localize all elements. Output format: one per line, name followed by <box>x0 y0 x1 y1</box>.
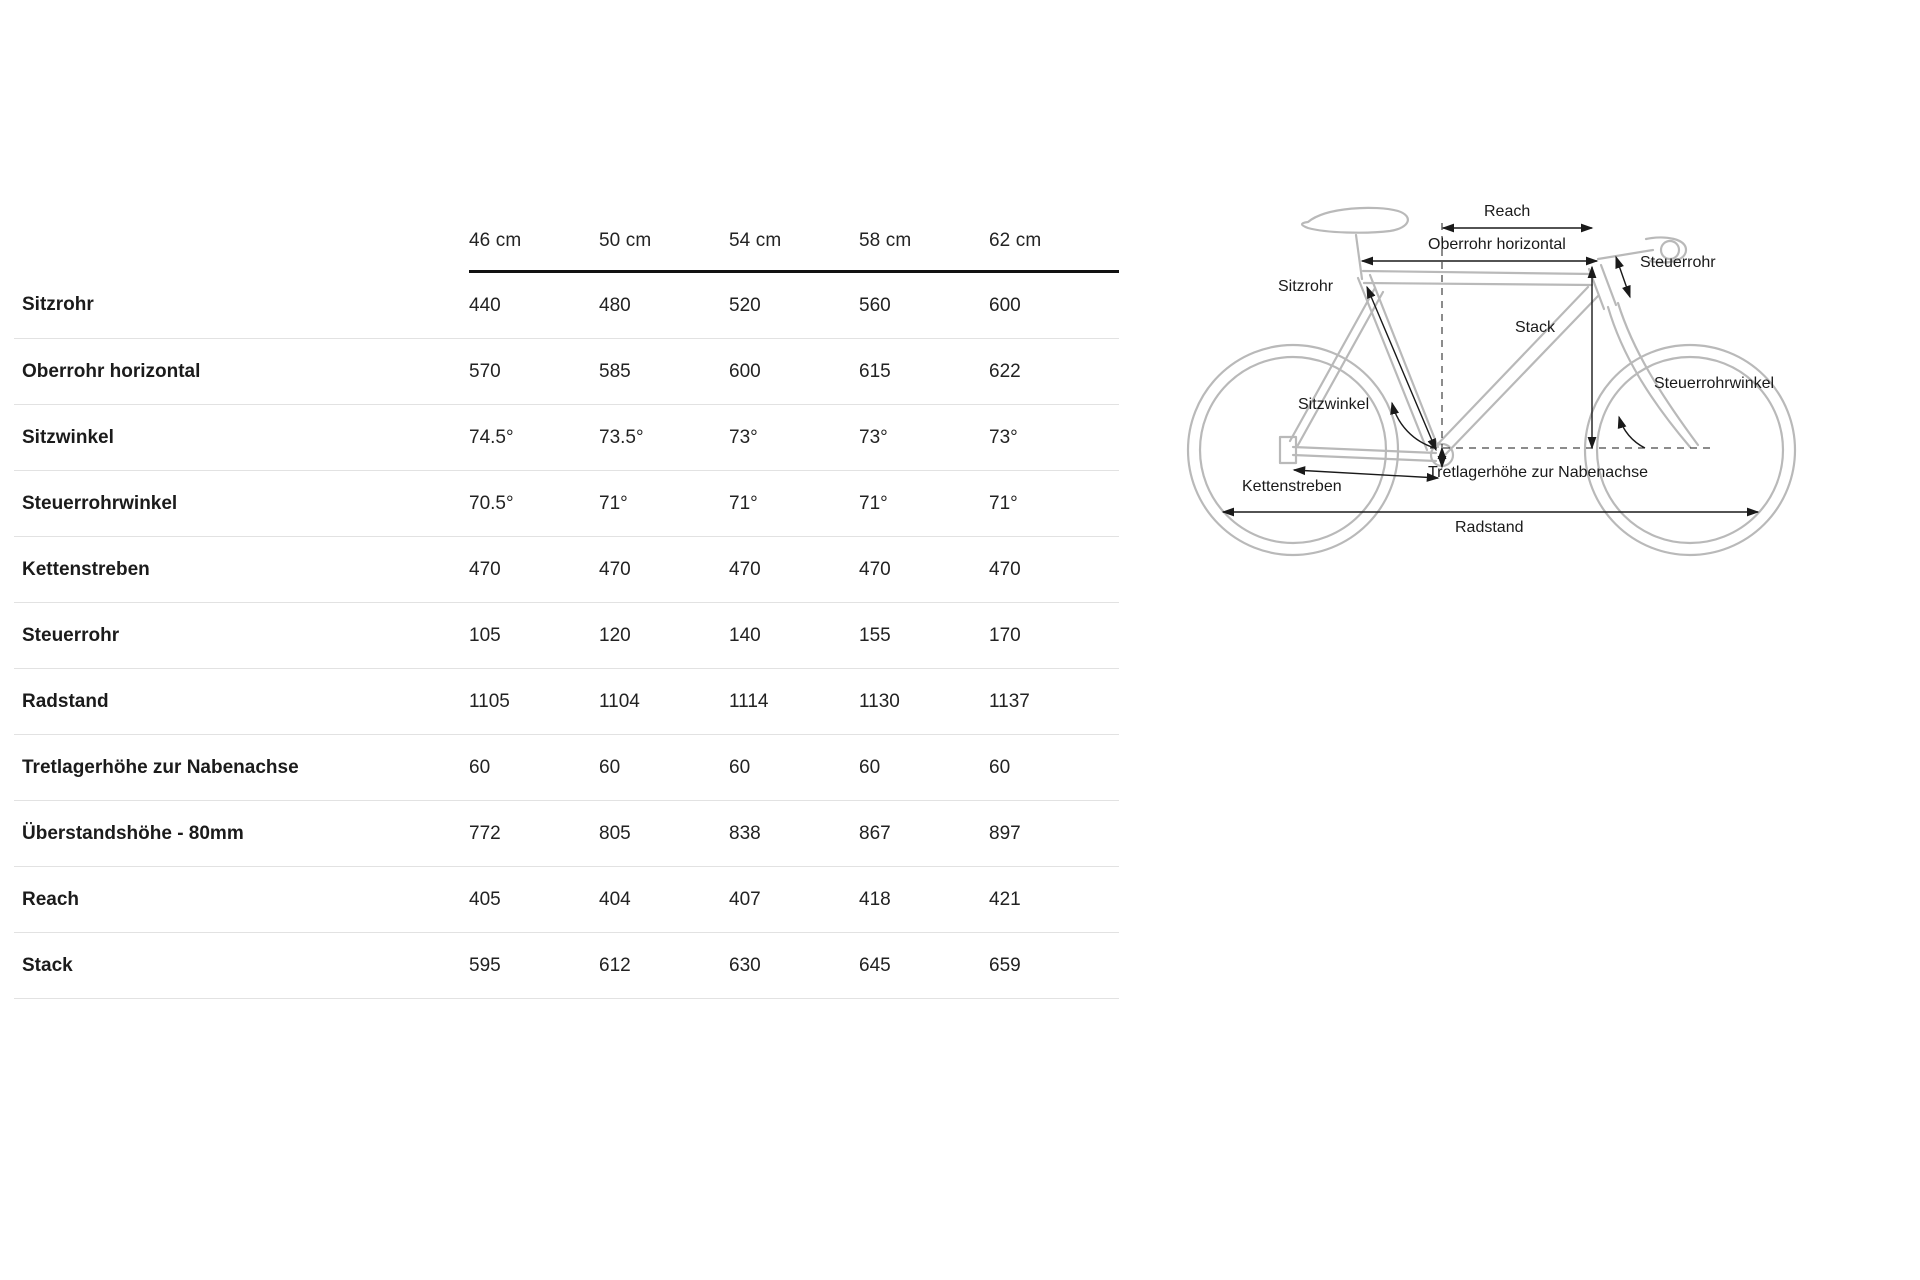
table-row <box>14 272 1119 339</box>
seat-tube-2 <box>1370 275 1438 447</box>
cell-value: 645 <box>859 933 989 999</box>
cell-value: 60 <box>599 735 729 801</box>
label-sitzrohr: Sitzrohr <box>1278 278 1334 295</box>
cell-value: 470 <box>599 537 729 603</box>
cell-value: 470 <box>469 537 599 603</box>
geometry-table <box>14 230 1119 999</box>
cell-value: 71° <box>859 471 989 537</box>
label-steuerrohrwinkel: Steuerrohrwinkel <box>1654 375 1775 392</box>
cell-value: 170 <box>989 603 1119 669</box>
chainstay-dimension-arrow <box>1294 470 1438 478</box>
table-row <box>14 867 1119 933</box>
cell-value: 60 <box>469 735 599 801</box>
cell-value: 60 <box>859 735 989 801</box>
cell-value: 407 <box>729 867 859 933</box>
cell-value: 71° <box>599 471 729 537</box>
cell-value: 73.5° <box>599 405 729 471</box>
label-reach: Reach <box>1484 203 1531 220</box>
cell-value: 70.5° <box>469 471 599 537</box>
table-row <box>14 933 1119 999</box>
fork-2 <box>1618 303 1698 445</box>
cell-value: 867 <box>859 801 989 867</box>
table-row <box>14 537 1119 603</box>
cell-value: 120 <box>599 603 729 669</box>
row-label: Überstandshöhe - 80mm <box>14 801 469 867</box>
column-header-size-4: 58 cm <box>859 230 989 272</box>
chain-stay-2 <box>1293 455 1436 461</box>
seat-post <box>1356 235 1362 279</box>
row-label: Radstand <box>14 669 469 735</box>
cell-value: 897 <box>989 801 1119 867</box>
row-label: Steuerrohr <box>14 603 469 669</box>
cell-value: 74.5° <box>469 405 599 471</box>
cell-value: 71° <box>989 471 1119 537</box>
row-label: Sitzwinkel <box>14 405 469 471</box>
label-steuerrohr: Steuerrohr <box>1640 254 1716 271</box>
cell-value: 73° <box>989 405 1119 471</box>
chain-stay <box>1293 447 1436 453</box>
cell-value: 838 <box>729 801 859 867</box>
label-tretlagerhoehe: Tretlagerhöhe zur Nabenachse <box>1428 464 1648 481</box>
head-tube-2 <box>1601 265 1616 305</box>
table-corner-cell <box>14 230 469 272</box>
cell-value: 772 <box>469 801 599 867</box>
cell-value: 1137 <box>989 669 1119 735</box>
cell-value: 615 <box>859 339 989 405</box>
seat-stay <box>1290 288 1375 441</box>
table-header <box>14 230 1119 272</box>
geometry-table-container <box>14 230 1119 999</box>
cell-value: 1105 <box>469 669 599 735</box>
cell-value: 659 <box>989 933 1119 999</box>
seat-tube-dimension-arrow <box>1367 287 1436 450</box>
cell-value: 1104 <box>599 669 729 735</box>
head-tube-dimension-arrow <box>1616 257 1630 297</box>
cell-value: 480 <box>599 272 729 339</box>
cell-value: 60 <box>989 735 1119 801</box>
cell-value: 600 <box>989 272 1119 339</box>
cell-value: 404 <box>599 867 729 933</box>
down-tube <box>1434 287 1588 448</box>
cell-value: 418 <box>859 867 989 933</box>
column-header-size-5: 62 cm <box>989 230 1119 272</box>
head-angle-arc <box>1619 417 1645 448</box>
top-tube-2 <box>1364 283 1592 285</box>
table-row <box>14 735 1119 801</box>
cell-value: 560 <box>859 272 989 339</box>
column-header-size-1: 46 cm <box>469 230 599 272</box>
cell-value: 60 <box>729 735 859 801</box>
cell-value: 585 <box>599 339 729 405</box>
label-radstand: Radstand <box>1455 519 1524 536</box>
seat-stay-2 <box>1298 292 1383 445</box>
cell-value: 470 <box>729 537 859 603</box>
label-sitzwinkel: Sitzwinkel <box>1298 396 1370 413</box>
cell-value: 73° <box>859 405 989 471</box>
rear-dropout <box>1280 437 1296 463</box>
table-header-row <box>14 230 1119 272</box>
cell-value: 600 <box>729 339 859 405</box>
cell-value: 440 <box>469 272 599 339</box>
cell-value: 805 <box>599 801 729 867</box>
table-row <box>14 603 1119 669</box>
cell-value: 595 <box>469 933 599 999</box>
cell-value: 470 <box>989 537 1119 603</box>
row-label: Steuerrohrwinkel <box>14 471 469 537</box>
table-body <box>14 272 1119 999</box>
row-label: Reach <box>14 867 469 933</box>
label-kettenstreben: Kettenstreben <box>1242 478 1342 495</box>
cell-value: 1130 <box>859 669 989 735</box>
cell-value: 1114 <box>729 669 859 735</box>
bike-geometry-diagram <box>1130 195 1910 645</box>
cell-value: 140 <box>729 603 859 669</box>
label-stack: Stack <box>1515 319 1556 336</box>
table-row <box>14 471 1119 537</box>
seat-tube <box>1358 278 1427 450</box>
label-oberrohr-horizontal: Oberrohr horizontal <box>1428 236 1566 253</box>
column-header-size-2: 50 cm <box>599 230 729 272</box>
table-row <box>14 669 1119 735</box>
column-header-size-3: 54 cm <box>729 230 859 272</box>
row-label: Sitzrohr <box>14 272 469 339</box>
saddle <box>1302 208 1408 233</box>
cell-value: 622 <box>989 339 1119 405</box>
table-row <box>14 405 1119 471</box>
top-tube <box>1363 271 1592 274</box>
row-label: Stack <box>14 933 469 999</box>
cell-value: 612 <box>599 933 729 999</box>
row-label: Tretlagerhöhe zur Nabenachse <box>14 735 469 801</box>
cell-value: 71° <box>729 471 859 537</box>
table-row <box>14 801 1119 867</box>
cell-value: 73° <box>729 405 859 471</box>
cell-value: 570 <box>469 339 599 405</box>
row-label: Kettenstreben <box>14 537 469 603</box>
cell-value: 405 <box>469 867 599 933</box>
table-row <box>14 339 1119 405</box>
row-label: Oberrohr horizontal <box>14 339 469 405</box>
cell-value: 105 <box>469 603 599 669</box>
cell-value: 155 <box>859 603 989 669</box>
cell-value: 630 <box>729 933 859 999</box>
cell-value: 421 <box>989 867 1119 933</box>
cell-value: 520 <box>729 272 859 339</box>
cell-value: 470 <box>859 537 989 603</box>
